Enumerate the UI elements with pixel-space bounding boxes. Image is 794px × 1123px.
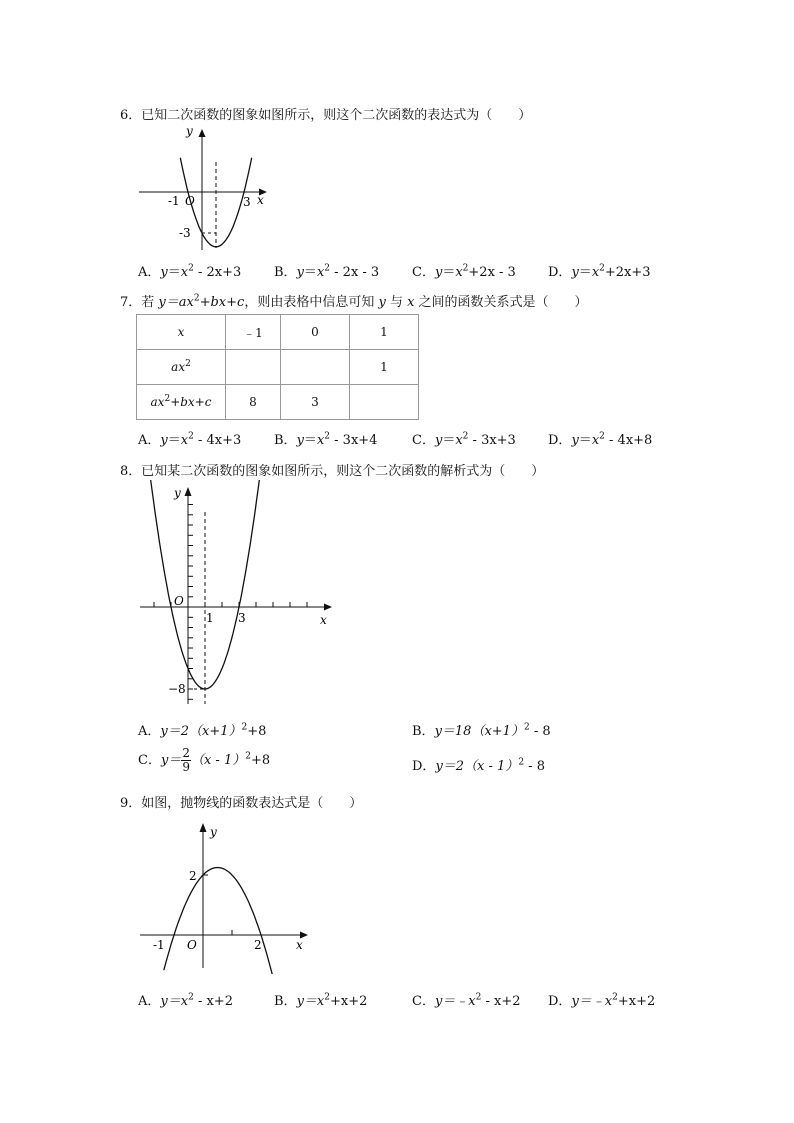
q6-origin-label: O <box>185 194 195 208</box>
q9-option-d[interactable]: D．$y=﹣x^2+x+2$ <box>548 992 656 1009</box>
q6-y-label: y <box>186 124 193 138</box>
q8-option-b[interactable]: B．$y=18(x+1)^2 - 8$ <box>412 722 551 739</box>
q9-parabola <box>164 868 274 975</box>
q6-option-b[interactable]: B．$y=x^2 - 2x - 3$ <box>274 263 380 280</box>
q8-stem: 8．已知某二次函数的图象如图所示，则这个二次函数的解析式为（ ） <box>120 464 545 479</box>
q7-option-a[interactable]: A．$y=x^2 - 4x+3$ <box>138 431 242 448</box>
q8-root-label: 3 <box>238 611 246 625</box>
q8-option-d[interactable]: D．y＝2（x - 1）$^2$ - 8 <box>412 757 545 774</box>
q9-root-left-label: -1 <box>153 938 165 952</box>
q8-vertex-x-label: 1 <box>206 611 214 625</box>
q9-stem: 9．如图，抛物线的函数表达式是（ ） <box>120 796 363 811</box>
q7-value-table <box>136 314 419 420</box>
q9-x-label: x <box>296 938 303 952</box>
q7-option-b[interactable]: B．$y=x^2 - 3x+4$ <box>274 431 378 448</box>
table-cell <box>350 385 419 420</box>
q8-option-c[interactable]: C．y＝ $\frac{2}{9}$ （x - 1）$^2$+8 <box>138 746 271 774</box>
q6-stem: 6．已知二次函数的图象如图所示，则这个二次函数的表达式为（ ） <box>120 108 532 123</box>
q9-option-a[interactable]: A．$y=x^2 - x+2$ <box>138 992 233 1009</box>
q8-origin-label: O <box>174 594 184 608</box>
table-cell <box>281 350 350 385</box>
q7-option-d[interactable]: D．$y=x^2 - 4x+8$ <box>548 431 653 448</box>
table-cell: 3 <box>281 385 350 420</box>
q6-x-label: x <box>257 193 264 207</box>
q9-graph <box>136 818 312 974</box>
q9-option-c[interactable]: C．$y=﹣x^2 - x+2$ <box>412 992 521 1009</box>
q8-option-a[interactable]: A．$y=2(x+1)^2+8$ <box>138 722 267 739</box>
q6-graph <box>135 122 275 252</box>
table-row <box>137 350 419 385</box>
table-row <box>137 315 419 350</box>
q6-option-a[interactable]: A．$y=x^2 - 2x+3$ <box>138 263 242 280</box>
q8-y-label: y <box>174 486 181 500</box>
table-cell: $ax^2$ <box>137 350 226 385</box>
table-cell: 1 <box>350 315 419 350</box>
q7-option-c[interactable]: C．$y=x^2 - 3x+3$ <box>412 431 516 448</box>
q8-graph <box>134 480 340 710</box>
table-cell: ﹣1 <box>226 315 281 350</box>
table-cell: x <box>137 315 226 350</box>
q9-origin-label: O <box>187 938 197 952</box>
table-row <box>137 385 419 420</box>
q6-option-c[interactable]: C．$y=x^2+2x - 3$ <box>412 263 516 280</box>
table-cell: 8 <box>226 385 281 420</box>
q9-option-b[interactable]: B．$y=x^2+x+2$ <box>274 992 368 1009</box>
q7-stem: 7．若 $y=ax^2+bx+c$，则由表格中信息可知 y 与 x 之间的函数关系式是（ ） <box>120 293 588 310</box>
table-cell: 0 <box>281 315 350 350</box>
q6-option-d[interactable]: D．$y=x^2+2x+3$ <box>548 263 651 280</box>
fraction: $\frac{2}{9}$ <box>182 746 190 774</box>
q9-root-right-label: 2 <box>254 938 262 952</box>
q9-y-label: y <box>210 825 217 839</box>
table-cell <box>226 350 281 385</box>
q8-x-label: x <box>320 613 327 627</box>
table-cell: $ax^2+bx+c$ <box>137 385 226 420</box>
q6-root-left-label: -1 <box>168 194 180 208</box>
q6-root-right-label: 3 <box>243 195 251 209</box>
q9-y-intercept-label: 2 <box>189 869 197 883</box>
table-cell: 1 <box>350 350 419 385</box>
q6-ymin-label: -3 <box>179 226 191 240</box>
q8-ymin-label: −8 <box>168 682 186 696</box>
